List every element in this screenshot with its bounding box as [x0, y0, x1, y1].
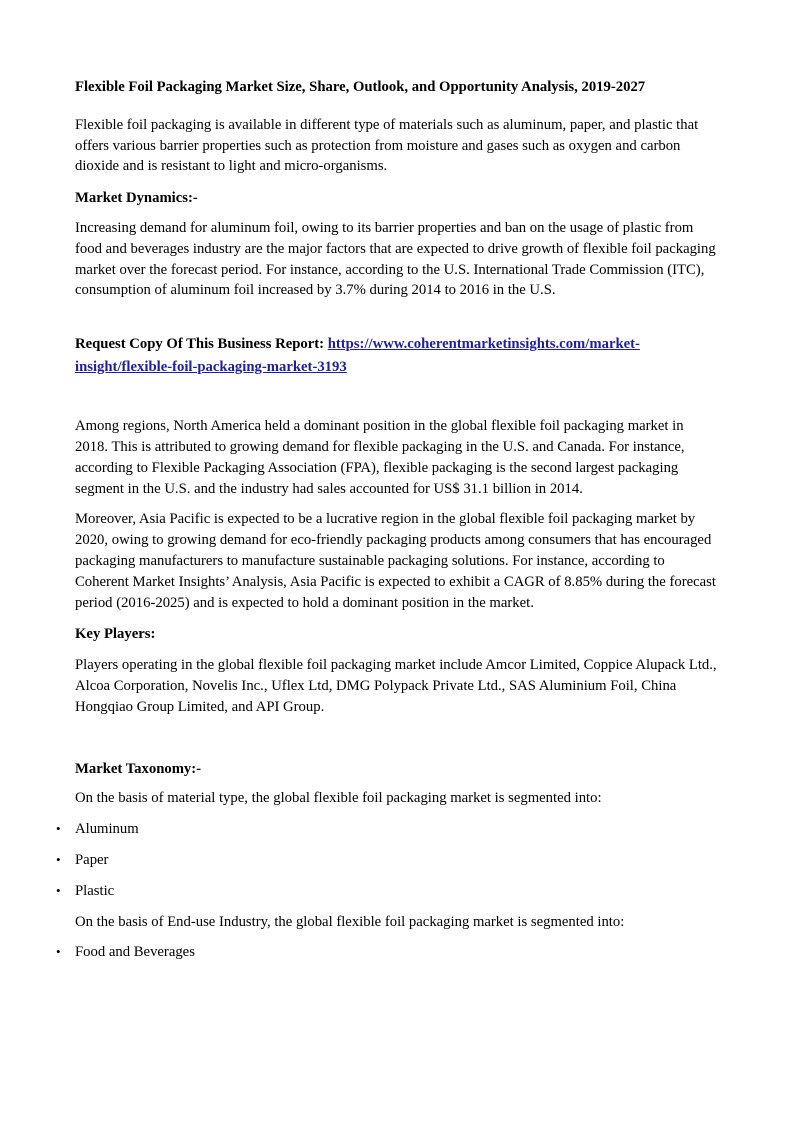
- key-players-paragraph: Players operating in the global flexible foil packaging market include Amcor Limited, Coppice Alupack Ltd., Alcoa Corporation, Novelis Inc., Uflex Ltd, DMG Polypack Private Ltd., SAS Aluminium Foil, China Hongqiao Group Limited, and API Group.: [75, 657, 717, 715]
- market-taxonomy-heading: Market Taxonomy:-: [75, 760, 202, 777]
- enduse-industry-intro: On the basis of End-use Industry, the global flexible foil packaging market is segmented into:: [75, 913, 625, 930]
- bullet-icon: •: [56, 821, 61, 837]
- market-dynamics-paragraph: Increasing demand for aluminum foil, owing to its barrier properties and ban on the usage of plastic from food and beverages industry are the major factors that are expected to drive growth of flexible foil packaging market over the forecast period. For instance, according to the U.S. International Trade Commission (ITC), consumption of aluminum foil increased by 3.7% during 2014 to 2016 in the U.S.: [75, 219, 716, 299]
- list-item-food-and-beverages: [56, 942, 719, 963]
- report-url-link[interactable]: https://www.coherentmarketinsights.com/market-insight/flexible-foil-packaging-market-3193: [75, 336, 640, 376]
- request-copy-label: Request Copy Of This Business Report:: [75, 336, 328, 353]
- material-type-list: [56, 819, 719, 901]
- request-copy-line: [75, 333, 719, 379]
- enduse-industry-list: [56, 942, 719, 963]
- key-players-heading: Key Players:: [75, 626, 156, 643]
- document-content: [56, 0, 719, 963]
- list-item-label: Paper: [75, 851, 109, 868]
- list-item-paper: [56, 850, 719, 871]
- bullet-icon: •: [56, 944, 61, 960]
- list-item-label: Aluminum: [75, 821, 139, 838]
- list-item-plastic: [56, 881, 719, 902]
- list-item-aluminum: [56, 819, 719, 840]
- list-item-label: Plastic: [75, 882, 115, 899]
- document-title: Flexible Foil Packaging Market Size, Share, Outlook, and Opportunity Analysis, 2019-2027: [75, 79, 646, 95]
- material-type-intro: On the basis of material type, the global flexible foil packaging market is segmented into:: [75, 790, 602, 807]
- bullet-icon: •: [56, 882, 61, 898]
- bullet-icon: •: [56, 851, 61, 867]
- intro-paragraph: Flexible foil packaging is available in different type of materials such as aluminum, paper, and plastic that offers various barrier properties such as protection from moisture and gases such as oxygen and carbon dioxide and is resistant to light and micro-organisms.: [75, 116, 699, 175]
- north-america-paragraph: Among regions, North America held a dominant position in the global flexible foil packaging market in 2018. This is attributed to growing demand for flexible packaging in the U.S. and Canada. For instance, according to Flexible Packaging Association (FPA), flexible packaging is the second largest packaging segment in the U.S. and the industry had sales accounted for US$ 31.1 billion in 2014.: [75, 418, 685, 497]
- market-dynamics-heading: Market Dynamics:-: [75, 190, 198, 207]
- list-item-label: Food and Beverages: [75, 944, 195, 961]
- asia-pacific-paragraph: Moreover, Asia Pacific is expected to be a lucrative region in the global flexible foil packaging market by 2020, owing to growing demand for eco-friendly packaging products among consumers that has encouraged packaging manufacturers to manufacture sustainable packaging solutions. For instance, according to Coherent Market Insights’ Analysis, Asia Pacific is expected to exhibit a CAGR of 8.85% during the forecast period (2016-2025) and is expected to hold a dominant position in the market.: [75, 511, 716, 611]
